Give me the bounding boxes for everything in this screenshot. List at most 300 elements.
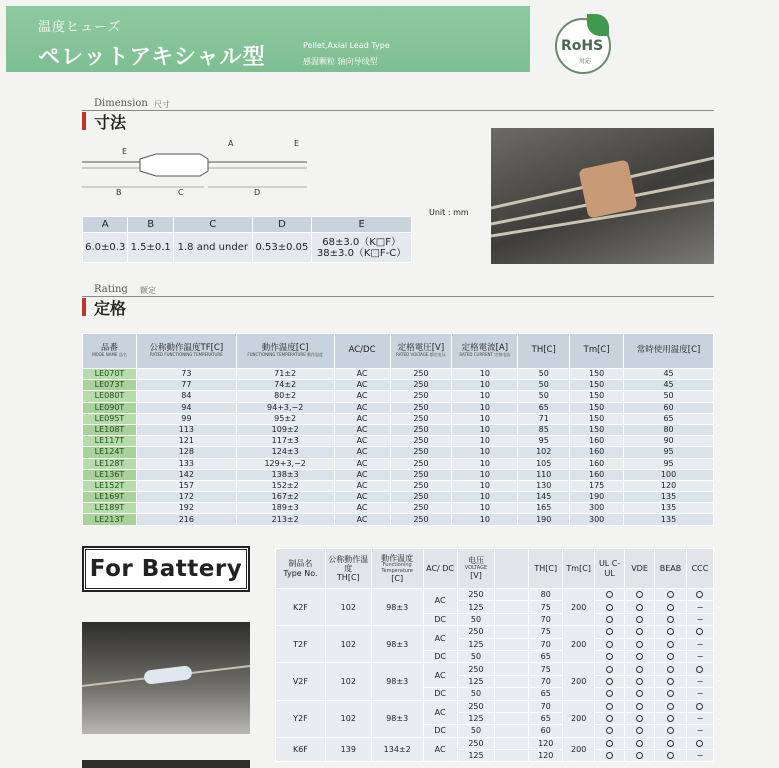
certified-mark-icon — [606, 628, 613, 635]
dimension-title: 寸法 — [94, 113, 127, 132]
product-photo-axial — [491, 128, 714, 264]
certified-mark-icon — [636, 727, 643, 734]
model-name-cell: LE189T — [83, 503, 137, 514]
rating-cell: 45 — [624, 380, 714, 391]
rating-header-3 — [334, 334, 390, 369]
table-row — [83, 413, 714, 424]
certified-mark-icon — [636, 678, 643, 685]
table-row — [276, 737, 714, 749]
model-name-cell: LE070T — [83, 369, 137, 380]
drawing-label-e2: E — [294, 139, 300, 148]
battery-acdc-cell: DC — [423, 725, 457, 737]
rating-cell: 85 — [518, 424, 570, 435]
certified-mark-icon — [636, 752, 643, 759]
battery-blank-cell — [495, 589, 529, 601]
hdr-ft-unit: [C] — [391, 574, 404, 584]
section-marker — [82, 298, 86, 316]
cert-ccc-cell — [686, 613, 713, 625]
table-row — [83, 447, 714, 458]
model-name-cell: LE108T — [83, 424, 137, 435]
rating-cell: 213±2 — [236, 514, 334, 525]
rating-cell: 160 — [570, 436, 624, 447]
battery-acdc-cell: DC — [423, 613, 457, 625]
cert-ccc-cell — [686, 700, 713, 712]
rating-cell: 130 — [518, 480, 570, 491]
rating-cell: 300 — [570, 514, 624, 525]
battery-header-acdc: AC/ DC — [423, 549, 457, 589]
rating-cell: 135 — [624, 503, 714, 514]
not-certified-mark: − — [696, 714, 704, 724]
not-certified-mark: − — [696, 726, 704, 736]
rating-cell: 160 — [570, 458, 624, 469]
rating-cell: 172 — [136, 492, 236, 503]
certified-mark-icon — [636, 740, 643, 747]
certified-mark-icon — [696, 740, 703, 747]
rating-header-sub: RATED FUNCTIONING TEMPERATURE — [149, 352, 223, 358]
battery-acdc-cell: AC — [423, 663, 457, 688]
battery-th-cell: 80 — [529, 589, 563, 601]
certified-mark-icon — [606, 616, 613, 623]
rating-header-4 — [390, 334, 452, 369]
rating-header-6 — [518, 334, 570, 369]
battery-blank-cell — [495, 613, 529, 625]
rating-label-en: Rating — [94, 284, 128, 295]
battery-blank-cell — [495, 675, 529, 687]
rating-cell: 117±3 — [236, 436, 334, 447]
model-name-cell: LE073T — [83, 380, 137, 391]
battery-volt-cell: 125 — [457, 675, 495, 687]
rating-header-1 — [136, 334, 236, 369]
table-row — [83, 391, 714, 402]
cert-ul-cell — [595, 613, 625, 625]
rating-cell: 95 — [624, 447, 714, 458]
battery-blank-cell — [495, 700, 529, 712]
cert-vde-cell — [625, 725, 655, 737]
battery-blank-cell — [495, 638, 529, 650]
table-row — [276, 626, 714, 638]
model-name-cell: LE128T — [83, 458, 137, 469]
dim-value-b: 1.5±0.1 — [128, 233, 173, 263]
rating-header-main: 定格電流[A] — [461, 343, 509, 354]
dimension-label-small: 尺寸 — [154, 100, 170, 109]
battery-header-ul: UL C-UL — [595, 549, 625, 589]
table-row — [83, 436, 714, 447]
rating-header-main: Tm[C] — [583, 345, 610, 356]
cert-ul-cell — [595, 700, 625, 712]
battery-volt-cell: 250 — [457, 737, 495, 749]
rating-header-main: 品番 — [100, 343, 118, 354]
model-name-cell: LE136T — [83, 469, 137, 480]
rating-cell: 250 — [390, 369, 452, 380]
certified-mark-icon — [636, 616, 643, 623]
cert-ul-cell — [595, 589, 625, 601]
cert-beab-cell — [655, 601, 687, 613]
hdr-volt-en: VOLTAGE — [464, 564, 488, 571]
battery-header-beab: BEAB — [655, 549, 687, 589]
battery-header-type — [276, 549, 326, 589]
rating-cell: 10 — [452, 413, 518, 424]
battery-blank-cell — [495, 712, 529, 724]
hdr-tf-en: TH[C] — [336, 573, 360, 583]
hdr-volt: 电压 — [467, 556, 484, 566]
hdr-ft-en: Functioning Temperature — [381, 561, 414, 574]
rating-cell: 250 — [390, 480, 452, 491]
certified-mark-icon — [667, 715, 674, 722]
cert-vde-cell — [625, 675, 655, 687]
rating-cell: 10 — [452, 380, 518, 391]
rating-cell: 160 — [570, 469, 624, 480]
rating-cell: 250 — [390, 458, 452, 469]
cert-beab-cell — [655, 613, 687, 625]
rating-cell: 190 — [570, 492, 624, 503]
battery-acdc-cell: AC — [423, 700, 457, 725]
not-certified-mark: − — [696, 676, 704, 686]
certified-mark-icon — [667, 616, 674, 623]
rating-cell: 90 — [624, 436, 714, 447]
battery-tm-cell: 200 — [563, 700, 595, 737]
table-row — [83, 369, 714, 380]
cert-ccc-cell — [686, 675, 713, 687]
rating-cell: 95 — [518, 436, 570, 447]
table-row — [276, 589, 714, 601]
rating-cell: 110 — [518, 469, 570, 480]
battery-volt-cell: 250 — [457, 663, 495, 675]
battery-type-cell: Y2F — [276, 700, 326, 737]
cert-ul-cell — [595, 601, 625, 613]
battery-header-th: TH[C] — [529, 549, 563, 589]
cert-ccc-cell — [686, 589, 713, 601]
battery-blank-cell — [495, 663, 529, 675]
not-certified-mark: − — [696, 751, 704, 761]
dim-col-e: E — [312, 217, 412, 233]
model-name-cell: LE117T — [83, 436, 137, 447]
cert-ccc-cell — [686, 650, 713, 662]
cert-beab-cell — [655, 700, 687, 712]
rating-cell: AC — [334, 503, 390, 514]
certified-mark-icon — [606, 641, 613, 648]
rating-label-small: 额定 — [140, 286, 156, 295]
drawing-label-b: B — [116, 188, 122, 197]
battery-blank-cell — [495, 650, 529, 662]
rating-cell: 138±3 — [236, 469, 334, 480]
model-name-cell: LE213T — [83, 514, 137, 525]
rating-header-main: 動作温度[C] — [261, 343, 309, 354]
rating-cell: 129+3,−2 — [236, 458, 334, 469]
rating-cell: 65 — [518, 402, 570, 413]
certified-mark-icon — [667, 666, 674, 673]
dim-col-b: B — [128, 217, 173, 233]
battery-tf-cell: 102 — [325, 663, 371, 700]
battery-th-cell: 70 — [529, 700, 563, 712]
cert-ul-cell — [595, 626, 625, 638]
battery-th-cell: 60 — [529, 725, 563, 737]
rating-cell: 10 — [452, 469, 518, 480]
battery-tm-cell: 200 — [563, 626, 595, 663]
battery-th-cell: 70 — [529, 613, 563, 625]
battery-th-cell: 65 — [529, 688, 563, 700]
rating-cell: 10 — [452, 391, 518, 402]
battery-acdc-cell: DC — [423, 650, 457, 662]
cert-beab-cell — [655, 675, 687, 687]
rating-cell: AC — [334, 413, 390, 424]
table-row — [83, 424, 714, 435]
cert-beab-cell — [655, 626, 687, 638]
rating-header-2 — [236, 334, 334, 369]
rating-cell: 10 — [452, 369, 518, 380]
rating-cell: 165 — [518, 503, 570, 514]
certified-mark-icon — [606, 740, 613, 747]
rating-cell: AC — [334, 402, 390, 413]
rating-header-main: AC/DC — [348, 345, 376, 356]
rating-cell: 74±2 — [236, 380, 334, 391]
rating-cell: 160 — [570, 447, 624, 458]
cert-ul-cell — [595, 750, 625, 762]
battery-tm-cell: 200 — [563, 737, 595, 762]
rating-cell: 84 — [136, 391, 236, 402]
model-name-cell: LE152T — [83, 480, 137, 491]
rating-cell: 65 — [624, 413, 714, 424]
rating-cell: 150 — [570, 380, 624, 391]
cert-vde-cell — [625, 737, 655, 749]
model-name-cell: LE169T — [83, 492, 137, 503]
certified-mark-icon — [606, 727, 613, 734]
cert-vde-cell — [625, 750, 655, 762]
battery-table — [275, 548, 714, 762]
rating-cell: 71±2 — [236, 369, 334, 380]
hdr-type: 制品名 — [288, 559, 313, 569]
rating-cell: 60 — [624, 402, 714, 413]
cert-ccc-cell — [686, 737, 713, 749]
rating-cell: 105 — [518, 458, 570, 469]
certified-mark-icon — [636, 591, 643, 598]
battery-volt-cell: 125 — [457, 601, 495, 613]
rating-header-main: 常時使用温度[C] — [636, 345, 701, 356]
rating-title: 定格 — [94, 299, 127, 318]
rohs-note: 対応 — [579, 58, 592, 65]
cert-ul-cell — [595, 725, 625, 737]
cert-beab-cell — [655, 750, 687, 762]
rating-cell: 152±2 — [236, 480, 334, 491]
rating-cell: AC — [334, 436, 390, 447]
certified-mark-icon — [636, 715, 643, 722]
rating-cell: 250 — [390, 391, 452, 402]
divider — [82, 296, 714, 297]
battery-th-cell: 65 — [529, 712, 563, 724]
battery-volt-cell: 125 — [457, 712, 495, 724]
leaf-icon — [587, 14, 609, 36]
rohs-logo — [555, 18, 611, 74]
cert-beab-cell — [655, 650, 687, 662]
cert-ul-cell — [595, 712, 625, 724]
certified-mark-icon — [667, 740, 674, 747]
rating-cell: 150 — [570, 402, 624, 413]
battery-volt-cell: 50 — [457, 650, 495, 662]
battery-type-cell: K6F — [276, 737, 326, 762]
drawing-label-c: C — [178, 188, 184, 197]
dim-col-c: C — [173, 217, 252, 233]
rating-cell: 10 — [452, 447, 518, 458]
rating-cell: 250 — [390, 503, 452, 514]
rating-cell: 135 — [624, 492, 714, 503]
rating-cell: 135 — [624, 514, 714, 525]
battery-tm-cell: 200 — [563, 663, 595, 700]
battery-blank-cell — [495, 626, 529, 638]
certified-mark-icon — [606, 703, 613, 710]
battery-volt-cell: 50 — [457, 725, 495, 737]
for-battery-text: For Battery — [89, 556, 243, 582]
rating-cell: AC — [334, 514, 390, 525]
rating-cell: 250 — [390, 447, 452, 458]
cert-vde-cell — [625, 601, 655, 613]
certified-mark-icon — [667, 653, 674, 660]
cert-vde-cell — [625, 688, 655, 700]
cert-beab-cell — [655, 638, 687, 650]
cert-vde-cell — [625, 638, 655, 650]
rating-cell: 121 — [136, 436, 236, 447]
rating-cell: 250 — [390, 514, 452, 525]
certified-mark-icon — [696, 591, 703, 598]
certified-mark-icon — [636, 703, 643, 710]
cert-ccc-cell — [686, 750, 713, 762]
rating-cell: 50 — [518, 391, 570, 402]
rating-cell: 80±2 — [236, 391, 334, 402]
rating-cell: 77 — [136, 380, 236, 391]
battery-header-volt — [457, 549, 495, 589]
rating-cell: AC — [334, 380, 390, 391]
table-row — [83, 492, 714, 503]
cert-ccc-cell — [686, 688, 713, 700]
cert-ccc-cell — [686, 663, 713, 675]
rating-cell: 167±2 — [236, 492, 334, 503]
drawing-label-a: A — [228, 139, 234, 148]
battery-acdc-cell: AC — [423, 589, 457, 614]
cert-beab-cell — [655, 688, 687, 700]
product-photo-bottom — [82, 760, 250, 768]
cert-ul-cell — [595, 650, 625, 662]
rating-cell: AC — [334, 391, 390, 402]
drawing-label-e1: E — [122, 147, 128, 156]
rating-cell: 73 — [136, 369, 236, 380]
battery-th-cell: 70 — [529, 638, 563, 650]
rating-cell: 94 — [136, 402, 236, 413]
rating-cell: 150 — [570, 391, 624, 402]
battery-volt-cell: 250 — [457, 589, 495, 601]
dim-col-a: A — [83, 217, 128, 233]
certified-mark-icon — [636, 628, 643, 635]
battery-type-cell: V2F — [276, 663, 326, 700]
rating-cell: 150 — [570, 413, 624, 424]
cert-vde-cell — [625, 626, 655, 638]
battery-blank-cell — [495, 601, 529, 613]
battery-ft-cell: 98±3 — [371, 626, 423, 663]
rating-cell: AC — [334, 447, 390, 458]
certified-mark-icon — [606, 715, 613, 722]
rating-cell: 250 — [390, 469, 452, 480]
certified-mark-icon — [696, 628, 703, 635]
battery-ft-cell: 98±3 — [371, 589, 423, 626]
cert-vde-cell — [625, 650, 655, 662]
rating-cell: 109±2 — [236, 424, 334, 435]
rating-cell: 50 — [518, 369, 570, 380]
certified-mark-icon — [606, 591, 613, 598]
rating-cell: 189±3 — [236, 503, 334, 514]
not-certified-mark: − — [696, 639, 704, 649]
certified-mark-icon — [667, 604, 674, 611]
hdr-tf: 公称動作温度 — [328, 554, 369, 573]
rating-cell: AC — [334, 492, 390, 503]
battery-tf-cell: 102 — [325, 626, 371, 663]
rating-cell: 250 — [390, 492, 452, 503]
certified-mark-icon — [636, 653, 643, 660]
battery-tf-cell: 139 — [325, 737, 371, 762]
cert-ccc-cell — [686, 626, 713, 638]
rating-cell: 80 — [624, 424, 714, 435]
rating-cell: AC — [334, 480, 390, 491]
rating-cell: 10 — [452, 492, 518, 503]
rating-header-main: 定格電圧[V] — [397, 343, 445, 354]
battery-th-cell: 70 — [529, 675, 563, 687]
certified-mark-icon — [667, 641, 674, 648]
rating-cell: 95 — [624, 458, 714, 469]
table-row — [83, 480, 714, 491]
battery-header-tm: Tm[C] — [563, 549, 595, 589]
rating-cell: 192 — [136, 503, 236, 514]
battery-ft-cell: 98±3 — [371, 700, 423, 737]
dimension-table — [82, 216, 412, 263]
certified-mark-icon — [636, 641, 643, 648]
not-certified-mark: − — [696, 602, 704, 612]
certified-mark-icon — [696, 666, 703, 673]
rating-cell: 120 — [624, 480, 714, 491]
rating-cell: 100 — [624, 469, 714, 480]
cert-ul-cell — [595, 737, 625, 749]
rating-cell: 145 — [518, 492, 570, 503]
model-name-cell: LE080T — [83, 391, 137, 402]
certified-mark-icon — [667, 727, 674, 734]
battery-volt-cell: 250 — [457, 626, 495, 638]
cert-beab-cell — [655, 725, 687, 737]
battery-header-ccc: CCC — [686, 549, 713, 589]
battery-type-cell: T2F — [276, 626, 326, 663]
dimension-label-en: Dimension — [94, 98, 148, 109]
rating-header-7 — [570, 334, 624, 369]
certified-mark-icon — [606, 653, 613, 660]
model-name-cell: LE124T — [83, 447, 137, 458]
model-name-cell: LE095T — [83, 413, 137, 424]
battery-tf-cell: 102 — [325, 589, 371, 626]
table-row — [83, 514, 714, 525]
certified-mark-icon — [667, 628, 674, 635]
cert-vde-cell — [625, 613, 655, 625]
table-row — [83, 380, 714, 391]
table-row — [83, 458, 714, 469]
battery-header-vde: VDE — [625, 549, 655, 589]
subtitle-cn: 感温颗粒 轴向导线型 — [303, 57, 378, 66]
certified-mark-icon — [667, 591, 674, 598]
battery-blank-cell — [495, 737, 529, 749]
battery-acdc-cell: DC — [423, 688, 457, 700]
cert-ul-cell — [595, 688, 625, 700]
battery-blank-cell — [495, 725, 529, 737]
rating-cell: 45 — [624, 369, 714, 380]
cert-beab-cell — [655, 663, 687, 675]
battery-th-cell: 65 — [529, 650, 563, 662]
battery-th-cell: 75 — [529, 663, 563, 675]
rating-cell: 216 — [136, 514, 236, 525]
not-certified-mark: − — [696, 689, 704, 699]
cert-ul-cell — [595, 675, 625, 687]
rating-header-5 — [452, 334, 518, 369]
